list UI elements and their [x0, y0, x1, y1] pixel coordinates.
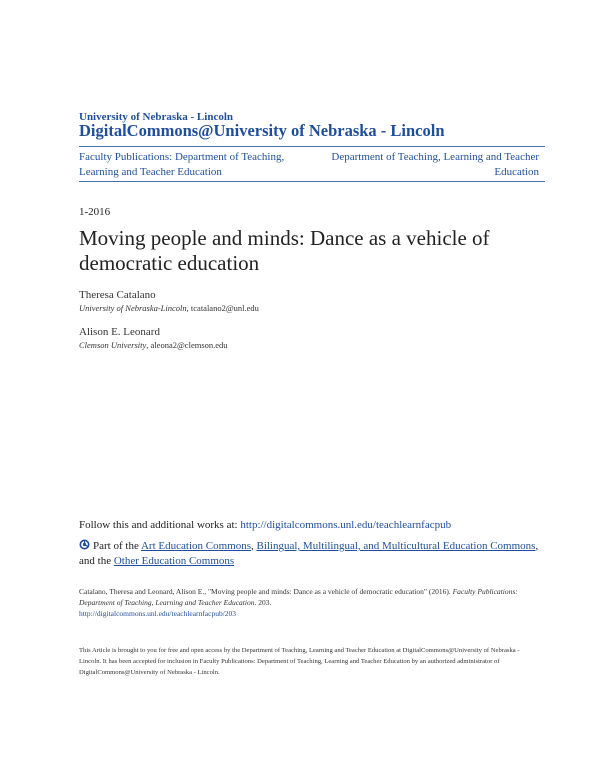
- follow-url-link[interactable]: http://digitalcommons.unl.edu/teachlearnfacpub: [240, 519, 452, 531]
- access-notice: This Article is brought to you for free and open access by the Department of Teaching, Learning and Teacher Education at DigitalCommons@University of Nebraska - Lincoln. It has been accepted for inclusion in Faculty Publications: Department of Teaching, Learning and Teacher Education by an authorized administrator of DigitalCommons@University of Nebraska - Lincoln.: [79, 647, 520, 676]
- author-name: Alison E. Leonard: [79, 326, 160, 338]
- network-commons-icon: [79, 539, 90, 550]
- collection-link-left[interactable]: Faculty Publications: Department of Teaching, Learning and Teacher Education: [79, 151, 285, 178]
- author-email[interactable]: aleona2@clemson.edu: [150, 340, 228, 350]
- author-block-1: [79, 289, 259, 313]
- citation-text: Catalano, Theresa and Leonard, Alison E., "Moving people and minds: Dance as a vehicle of democratic education" (2016).: [79, 587, 451, 596]
- affiliation-name: Clemson University: [79, 340, 147, 350]
- header-divider-bottom: [79, 181, 545, 182]
- part-of-commons: [79, 539, 539, 569]
- author-affiliation: Clemson University, aleona2@clemson.edu: [79, 340, 228, 350]
- follow-line: [79, 519, 451, 531]
- article-title: Moving people and minds: Dance as a vehicle of democratic education: [79, 226, 490, 275]
- other-education-commons-link[interactable]: Other Education Commons: [113, 555, 235, 567]
- author-name: Theresa Catalano: [79, 289, 156, 301]
- bilingual-education-commons-link[interactable]: Bilingual, Multilingual, and Multicultural Education Commons: [256, 540, 536, 552]
- citation-number: . 203.: [254, 598, 272, 607]
- separator: , and the: [79, 540, 539, 567]
- repository-link[interactable]: DigitalCommons@University of Nebraska - Lincoln: [79, 121, 445, 140]
- header-divider-top: [79, 146, 545, 147]
- follow-label: Follow this and additional works at:: [79, 519, 238, 531]
- author-email[interactable]: tcatalano2@unl.edu: [190, 303, 259, 313]
- recommended-citation: [79, 586, 541, 619]
- university-link[interactable]: University of Nebraska - Lincoln: [79, 111, 233, 123]
- author-affiliation: University of Nebraska-Lincoln, tcatalano2@unl.edu: [79, 303, 259, 313]
- separator: ,: [250, 540, 254, 552]
- affiliation-name: University of Nebraska-Lincoln: [79, 303, 187, 313]
- author-block-2: [79, 326, 228, 350]
- publication-date: 1-2016: [79, 206, 111, 218]
- citation-series: Faculty Publications: Department of Teaching, Learning and Teacher Education: [79, 587, 518, 607]
- department-link-right[interactable]: Department of Teaching, Learning and Teacher Education: [331, 151, 539, 178]
- art-education-commons-link[interactable]: Art Education Commons: [140, 540, 251, 552]
- citation-url-link[interactable]: http://digitalcommons.unl.edu/teachlearnfacpub/203: [79, 609, 237, 618]
- part-of-prefix: Part of the: [93, 540, 139, 552]
